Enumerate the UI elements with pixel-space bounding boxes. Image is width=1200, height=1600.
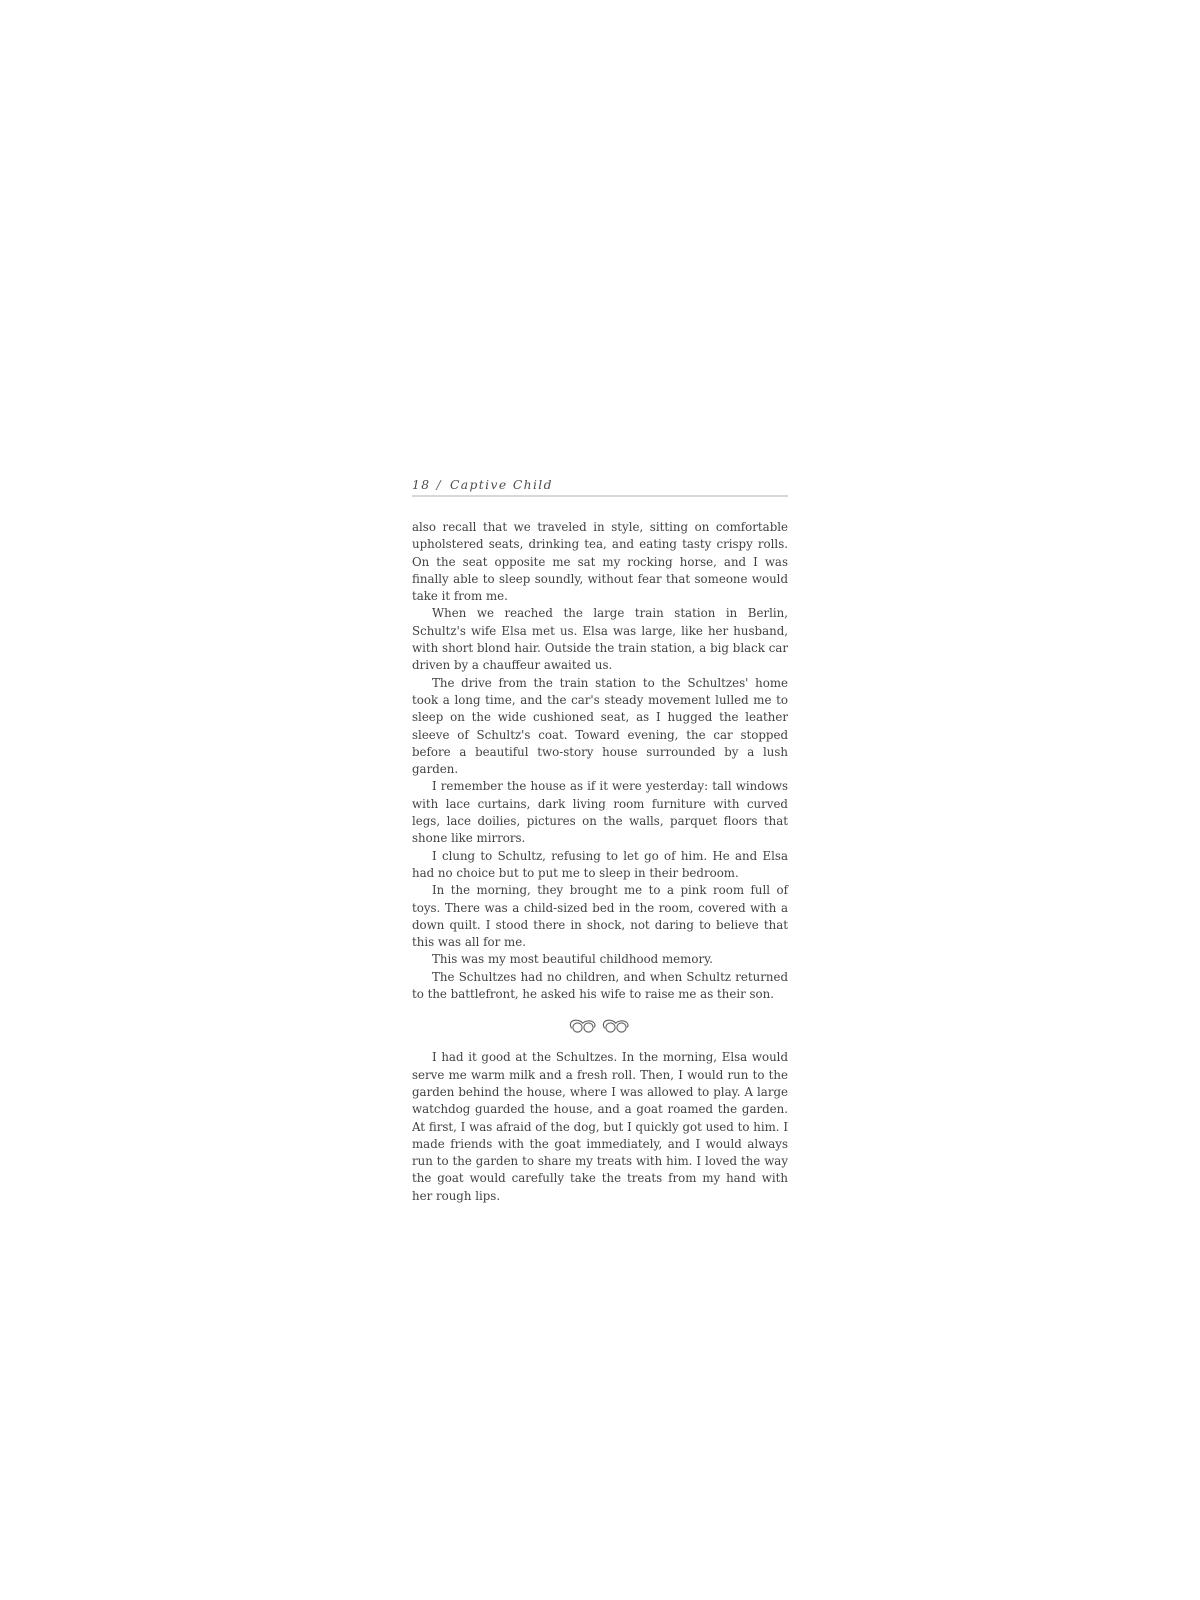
header-separator: / bbox=[436, 478, 442, 492]
header-rule bbox=[412, 495, 788, 497]
paragraph: In the morning, they brought me to a pink room full of toys. There was a child-sized bed in the room, covered with a down quilt. I stood there in shock, not daring to believe that this was all for me. bbox=[412, 883, 788, 950]
running-title: Captive Child bbox=[450, 478, 553, 492]
paragraph: I remember the house as if it were yesterday: tall windows with lace curtains, dark living room furniture with curved legs, lace doilies, pictures on the walls, parquet floors that shone like mirrors. bbox=[412, 779, 788, 846]
body-text bbox=[412, 519, 788, 1205]
paragraph: The Schultzes had no children, and when Schultz returned to the battlefront, he asked his wife to raise me as their son. bbox=[412, 969, 788, 1002]
paragraph: I clung to Schultz, refusing to let go of him. He and Elsa had no choice but to put me to sleep in their bedroom. bbox=[412, 848, 788, 880]
double-scroll-ornament-icon bbox=[567, 1017, 633, 1031]
paragraph: The drive from the train station to the Schultzes' home took a long time, and the car's steady movement lulled me to sleep on the wide cushioned seat, as I hugged the leather sleeve of Schultz's coat. Toward evening, the car stopped before a beautiful two-story house surrounded by a lush garden. bbox=[412, 675, 788, 777]
paragraph: When we reached the large train station in Berlin, Schultz's wife Elsa met us. Elsa was large, like her husband, with short blond hair. Outside the train station, a big black car driven by a chauffeur awaited us. bbox=[412, 606, 788, 673]
paragraph: I had it good at the Schultzes. In the morning, Elsa would serve me warm milk and a fresh roll. Then, I would run to the garden behind the house, where I was allowed to play. A large watchdog guarded the house, and a goat roamed the garden. At first, I was afraid of the dog, but I quickly got used to him. I made friends with the goat immediately, and I would always run to the garden to share my treats with him. I loved the way the goat would carefully take the treats from my hand with her rough lips. bbox=[412, 1050, 788, 1203]
section-divider bbox=[412, 1016, 788, 1034]
page-header bbox=[412, 478, 788, 495]
paragraph: also recall that we traveled in style, sitting on comfortable upholstered seats, drinking tea, and eating tasty crispy rolls. On the seat opposite me sat my rocking horse, and I was finally able to sleep soundly, without fear that someone would take it from me. bbox=[412, 520, 788, 604]
paragraph: This was my most beautiful childhood memory. bbox=[432, 952, 713, 967]
page-number: 18 bbox=[412, 478, 431, 492]
text-column bbox=[412, 478, 788, 1205]
